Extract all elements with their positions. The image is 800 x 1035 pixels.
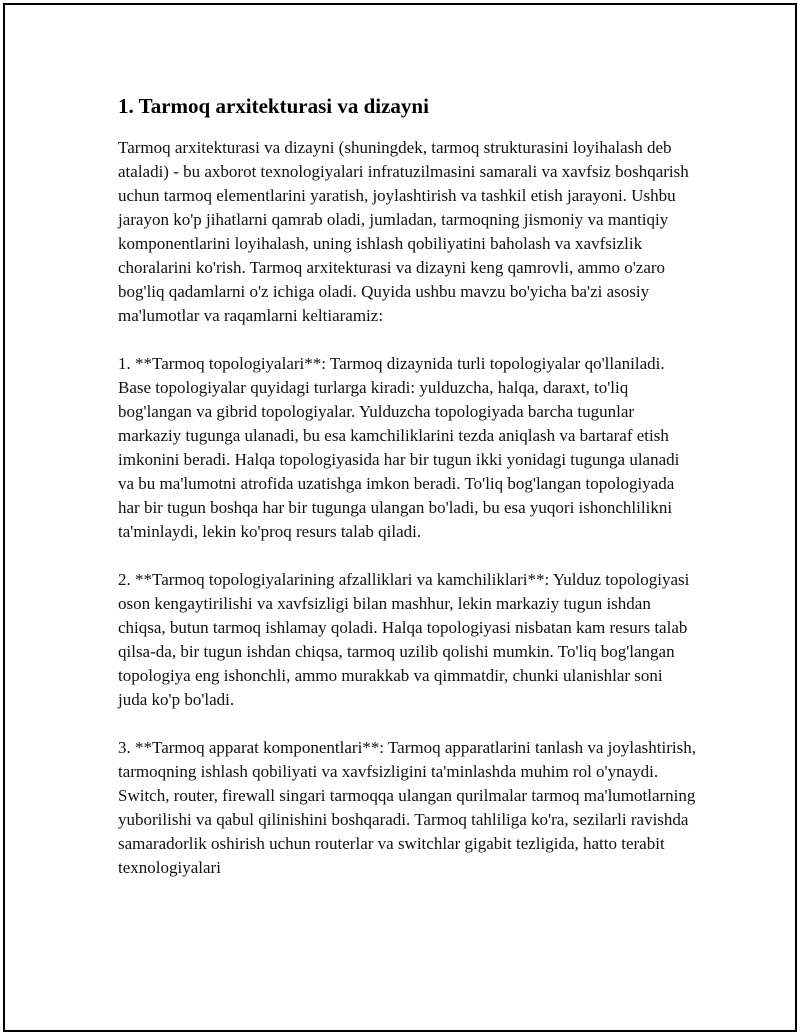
- topologies-paragraph: 1. **Tarmoq topologiyalari**: Tarmoq dizaynida turli topologiyalar qo'llaniladi. Base topologiyalar quyidagi turlarga kiradi: yulduzcha, halqa, daraxt, to'liq bog'langan va gibrid topologiyalar. Yulduzcha topologiyada barcha tugunlar markaziy tugunga ulanadi, bu esa kamchiliklarini tezda aniqlash va bartaraf etish imkonini beradi. Halqa topologiyasida har bir tugun ikki yonidagi tugunga ulanadi va bu ma'lumotni atrofida uzatishga imkon beradi. To'liq bog'langan topologiyada har bir tugun boshqa har bir tugunga ulangan bo'ladi, bu esa yuqori ishonchlilikni ta'minlaydi, lekin ko'proq resurs talab qiladi.: [118, 354, 680, 541]
- document-body: [118, 92, 696, 904]
- intro-paragraph: Tarmoq arxitekturasi va dizayni (shuningdek, tarmoq strukturasini loyihalash deb ataladi) - bu axborot texnologiyalari infratuzilmasini samarali va xavfsiz boshqarish uchun tarmoq elementlarini yaratish, joylashtirish va tashkil etish jarayoni. Ushbu jarayon ko'p jihatlarni qamrab oladi, jumladan, tarmoqning jismoniy va mantiqiy komponentlarini loyihalash, uning ishlash qobiliyatini baholash va xavfsizlik choralarini ko'rish. Tarmoq arxitekturasi va dizayni keng qamrovli, ammo o'zaro bog'liq qadamlarni o'z ichiga oladi. Quyida ushbu mavzu bo'yicha ba'zi asosiy ma'lumotlar va raqamlarni keltiaramiz:: [118, 138, 689, 325]
- hardware-paragraph: 3. **Tarmoq apparat komponentlari**: Tarmoq apparatlarini tanlash va joylashtirish, tarmoqning ishlash qobiliyati va xavfsizligini ta'minlashda muhim rol o'ynaydi. Switch, router, firewall singari tarmoqqa ulangan qurilmalar tarmoq ma'lumotlarning yuborilishi va qabul qilinishini boshqaradi. Tarmoq tahliliga ko'ra, sezilarli ravishda samaradorlik oshirish uchun routerlar va switchlar gigabit tezligida, hatto terabit texnologiyalari: [118, 738, 696, 877]
- pros-cons-paragraph: 2. **Tarmoq topologiyalarining afzalliklari va kamchiliklari**: Yulduz topologiyasi oson kengaytirilishi va xavfsizligi bilan mashhur, lekin markaziy tugun ishdan chiqsa, butun tarmoq ishlamay qoladi. Halqa topologiyasi nisbatan kam resurs talab qilsa-da, bir tugun ishdan chiqsa, tarmoq uzilib qolishi mumkin. To'liq bog'langan topologiya eng ishonchli, ammo murakkab va qimmatdir, chunki ulanishlar soni juda ko'p bo'ladi.: [118, 570, 690, 709]
- section-heading: 1. Tarmoq arxitekturasi va dizayni: [118, 94, 429, 118]
